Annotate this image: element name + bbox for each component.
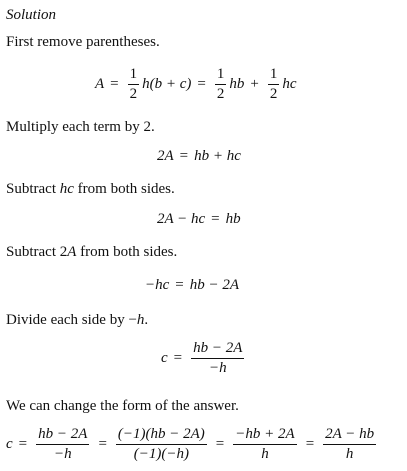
- fraction-denominator: (−1)(−h): [133, 446, 189, 462]
- fraction-denominator: h: [345, 446, 354, 462]
- fraction-numerator: 1: [129, 66, 138, 82]
- eq4-lhs: −hc: [145, 277, 170, 293]
- fraction-denominator: −h: [53, 446, 72, 462]
- step-text-subtract-hc: [6, 180, 175, 198]
- equation-multiplied: [157, 148, 241, 165]
- eq1-term-hb: hb: [229, 76, 245, 92]
- equals-sign: =: [110, 76, 119, 92]
- fraction-one-half: [268, 66, 280, 103]
- equals-sign: =: [179, 148, 189, 164]
- step-text-trail: from both sides.: [76, 244, 178, 260]
- step-text-lead: Subtract: [6, 181, 60, 197]
- eq4-rhs: hb − 2A: [189, 277, 240, 293]
- step-text-emphasis: hc: [59, 181, 74, 197]
- equals-sign: =: [215, 436, 225, 452]
- step-text-change-form: We can change the form of the answer.: [6, 398, 239, 414]
- fraction-denominator: 2: [269, 86, 278, 102]
- eq1-term-hc: hc: [282, 76, 297, 92]
- equals-sign: =: [98, 436, 107, 452]
- step-text-trail: .: [144, 312, 149, 328]
- fraction: [323, 426, 376, 463]
- fraction-numerator: (−1)(hb − 2A): [117, 426, 205, 442]
- fraction-denominator: h: [261, 446, 269, 462]
- step-text-lead: Divide each side by −: [6, 312, 137, 328]
- eq2-lhs: 2A: [157, 148, 174, 164]
- step-text-multiply: Multiply each term by 2.: [6, 119, 155, 135]
- fraction-denominator: −h: [208, 360, 227, 376]
- eq3-rhs: hb: [225, 211, 241, 227]
- eq5-lhs: c: [161, 350, 168, 366]
- eq2-rhs: hb + hc: [194, 148, 241, 164]
- fraction: [36, 426, 89, 463]
- fraction: [116, 426, 207, 463]
- equals-sign: =: [211, 211, 220, 227]
- fraction-numerator: 1: [269, 66, 278, 82]
- fraction-numerator: 2A − hb: [325, 426, 375, 442]
- equation-solved-for-c: [161, 340, 247, 377]
- eq6-lhs: c: [6, 436, 13, 452]
- solution-heading: Solution: [6, 7, 57, 23]
- equals-sign: =: [175, 277, 184, 293]
- fraction-one-half: [215, 66, 227, 103]
- step-text-trail: from both sides.: [73, 181, 175, 197]
- equation-area-expanded: [95, 66, 297, 103]
- fraction-denominator: 2: [216, 86, 225, 102]
- equals-sign: =: [305, 436, 315, 452]
- fraction: [191, 340, 244, 377]
- equals-sign: =: [197, 76, 206, 92]
- plus-sign: +: [250, 76, 259, 92]
- step-text-lead: Subtract 2: [6, 244, 68, 260]
- equation-subtracted-hc: [157, 211, 241, 228]
- fraction-numerator: hb − 2A: [38, 426, 88, 442]
- fraction-one-half: [128, 66, 140, 103]
- step-text-emphasis: A: [67, 244, 77, 260]
- fraction-numerator: hb − 2A: [193, 340, 243, 356]
- equation-subtracted-2a: [145, 277, 239, 294]
- equation-alternate-forms: [6, 426, 379, 463]
- fraction-numerator: 1: [216, 66, 225, 82]
- step-text-remove-parentheses: First remove parentheses.: [6, 34, 160, 50]
- step-text-divide: [6, 311, 148, 329]
- fraction-denominator: 2: [129, 86, 138, 102]
- eq3-lhs: 2A − hc: [157, 211, 206, 227]
- equals-sign: =: [18, 436, 28, 452]
- eq1-parenthesized-term: h(b + c): [142, 76, 192, 92]
- equals-sign: =: [173, 350, 183, 366]
- step-text-emphasis: h: [136, 312, 145, 328]
- step-text-subtract-2a: [6, 243, 177, 261]
- fraction-numerator: −hb + 2A: [235, 426, 295, 442]
- eq1-lhs: A: [95, 76, 105, 92]
- fraction: [233, 426, 296, 463]
